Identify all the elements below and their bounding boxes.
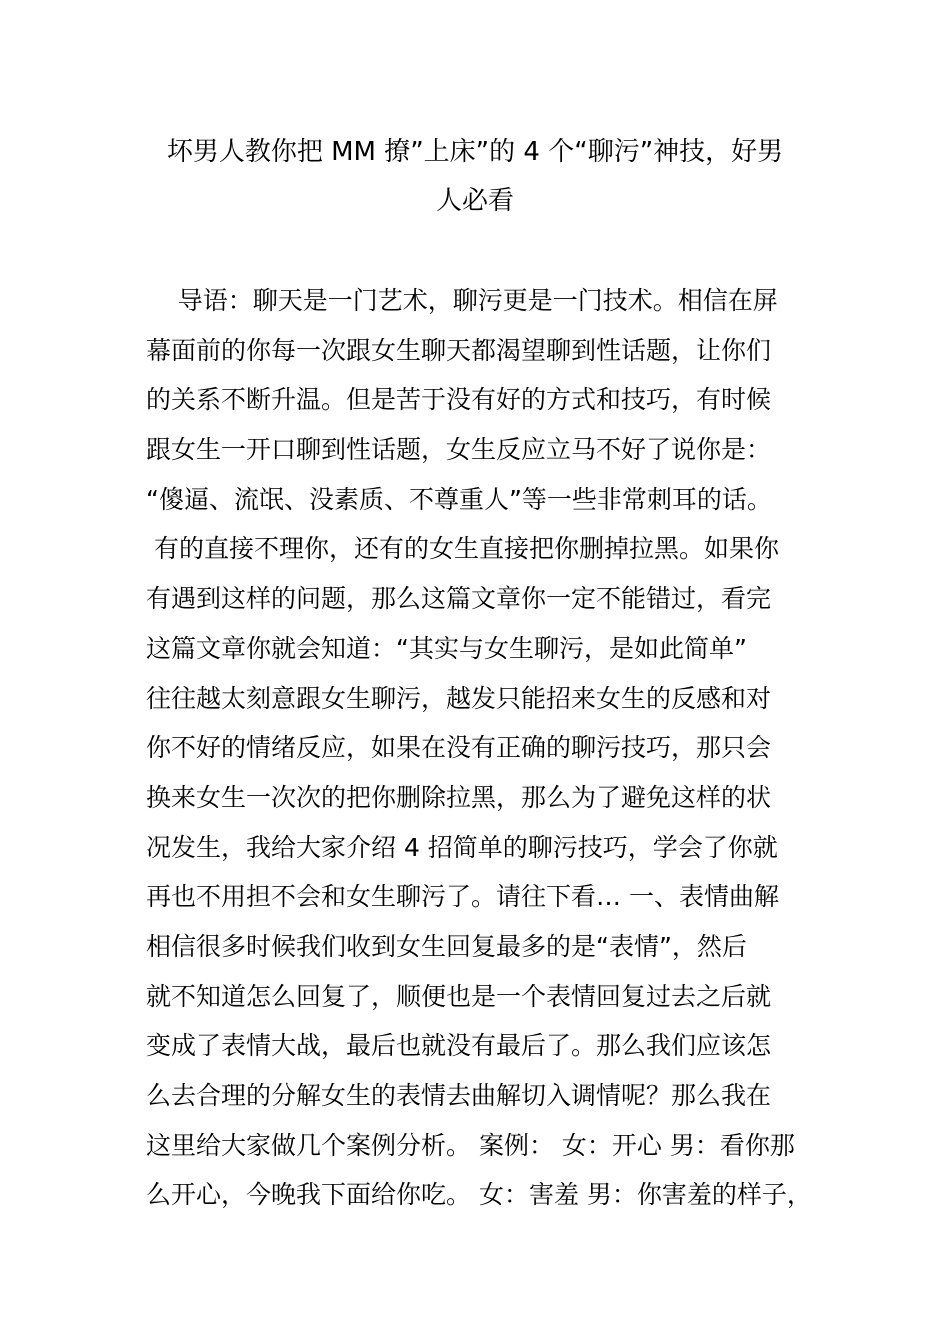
body-line: 有遇到这样的问题，那么这篇文章你一定不能错过，看完 (146, 584, 772, 614)
body-line: 你不好的情绪反应，如果在没有正确的聊污技巧，那只会 (146, 733, 772, 763)
body-line: 况发生，我给大家介绍 4 招简单的聊污技巧，学会了你就 (146, 832, 778, 862)
body-line: 么去合理的分解女生的表情去曲解切入调情呢？那么我在 (146, 1081, 772, 1110)
title-line: 人必看 (435, 186, 514, 216)
body-line: 有的直接不理你，还有的女生直接把你删掉拉黑。如果你 (146, 534, 779, 564)
body-line: 变成了表情大战，最后也就没有最后了。那么我们应该怎 (146, 1031, 772, 1061)
body-line: 这里给大家做几个案例分析。 案例： 女：开心 男：看你那 (146, 1130, 795, 1160)
body-line: 导语：聊天是一门艺术，聊污更是一门技术。相信在屏 (146, 286, 778, 315)
body-line: 么开心，今晚我下面给你吃。 女：害羞 男：你害羞的样子， (146, 1180, 812, 1210)
body-line: 往往越太刻意跟女生聊污，越发只能招来女生的反感和对 (146, 683, 772, 713)
body-line: 幕面前的你每一次跟女生聊天都渴望聊到性话题，让你们 (146, 335, 772, 365)
document-title (120, 128, 830, 226)
body-line: 就不知道怎么回复了，顺便也是一个表情回复过去之后就 (146, 981, 772, 1011)
document-body (146, 276, 826, 1220)
body-line: “傻逼、流氓、没素质、不尊重人”等一些非常刺耳的话。 (146, 484, 772, 514)
body-line: 这篇文章你就会知道：“其实与女生聊污，是如此简单” (146, 633, 747, 663)
body-line: 相信很多时候我们收到女生回复最多的是“表情”，然后 (146, 931, 747, 961)
body-line: 换来女生一次次的把你删除拉黑，那么为了避免这样的状 (146, 782, 772, 812)
body-line: 的关系不断升温。但是苦于没有好的方式和技巧，有时候 (146, 385, 772, 415)
body-line: 再也不用担不会和女生聊污了。请往下看… 一、表情曲解 (146, 882, 779, 912)
body-line: 跟女生一开口聊到性话题，女生反应立马不好了说你是： (146, 435, 772, 465)
title-line: 坏男人教你把 MM 撩”上床”的 4 个“聊污”神技，好男 (166, 137, 784, 167)
